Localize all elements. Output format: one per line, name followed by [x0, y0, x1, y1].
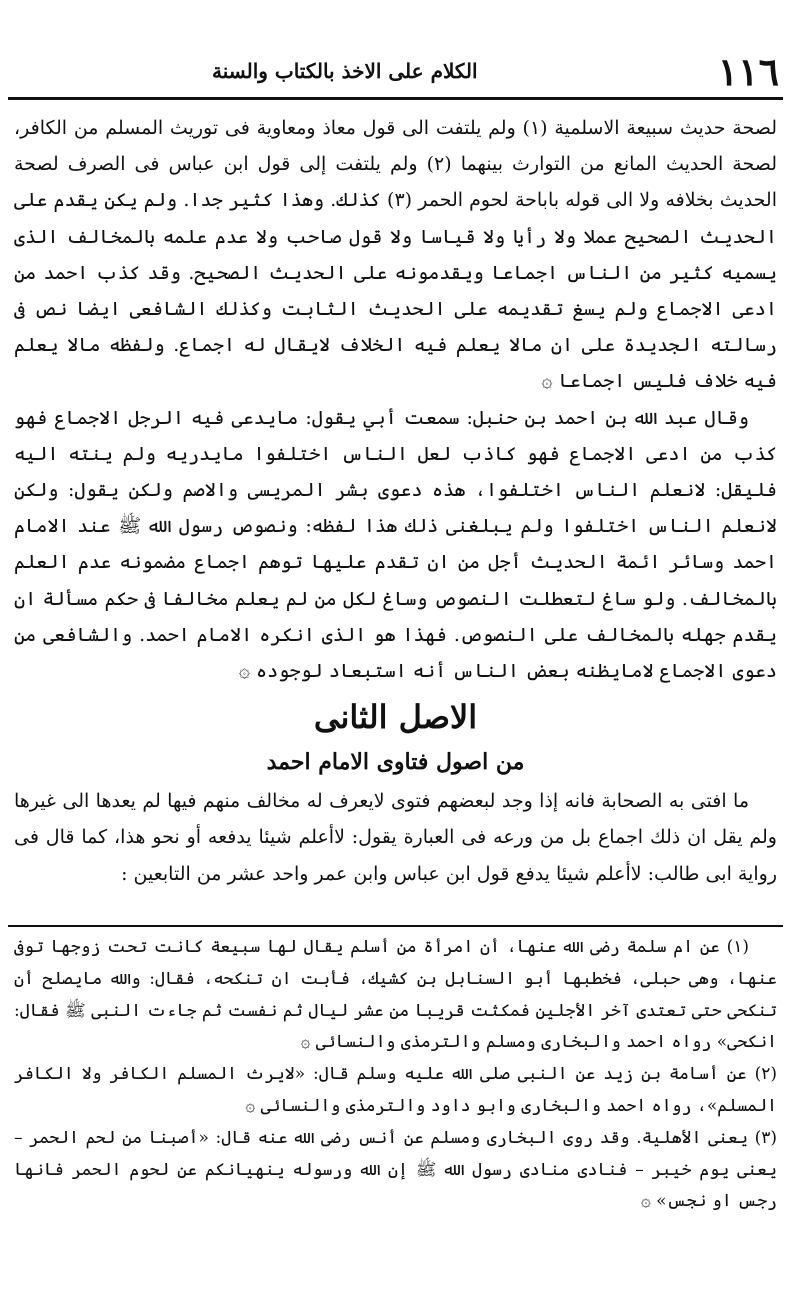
running-title: الكلام على الاخذ بالكتاب والسنة [212, 59, 478, 83]
paragraph-1: لصحة حديث سبيعة الاسلمية (١) ولم يلتفت الى قول معاذ ومعاوية فى توريث المسلم من الكافر، لصحة الحديث المانع من التوارث بينهما (٢) ولم يلتفت إلى قول ابن عباس فى الصرف لصحة الحديث بخلافه ولا الى قوله باباحة لحوم الحمر (٣) كذلك. وهذا كثير جدا. ولم يكن يقدم على الحديث الصحيح عملا ولا رأيا ولا قياسا ولا قول صاحب ولا عدم علمه بالمخالف الذى يسميه كثير من الناس اجماعا ويقدمونه على الحديث الصحيح. وقد كذب احمد من ادعى الاجماع ولم يسغ تقديمه على الحديث الثابت وكذلك الشافعى ايضا نص فى رسالته الجديدة على ان مالا يعلم فيه الخلاف لايقال له اجماع. ولفظه مالا يعلم فيه خلاف فليس اجماعا ۞ [14, 117, 778, 393]
header-rule [8, 97, 783, 100]
section-subtitle: من اصول فتاوى الامام احمد [266, 749, 525, 776]
paragraph-3: ما افتى به الصحابة فانه إذا وجد لبعضهم فتوى لايعرف له مخالف منهم فيها لم يعدها الى غيرها ولم يقل ان ذلك اجماع بل من ورعه فى العبارة يقول: لاأعلم شيئا يدفعه أو نحو هذا، كما قال فى رواية ابى طالب: لاأعلم شيئا يدفع قول ابن عباس وابن عمر واحد عشر من التابعين : [14, 790, 777, 885]
footnote-separator [8, 925, 783, 927]
page-header [12, 48, 779, 94]
footnote-2: (٢) عن أسامة بن زيد عن النبى صلى الله عليه وسلم قال: «لايرث المسلم الكافر ولا الكافر المسلم»، رواه احمد والبخارى وابو داود والترمذى والنسائى ۞ [14, 1064, 777, 1116]
footnote-1: (١) عن ام سلمة رضى الله عنها، أن امرأة من أسلم يقال لها سبيعة كانت تحت زوجها توفى عنها، وهى حبلى، فخطبها أبو السنابل بن كشيك، فأبت ان تنكحه، فقال: والله مايصلح أن تنكحى حتى تعتدى آخر الأجلين فمكثت قريبا من عشر ليال ثم نفست ثم جاءت النبى ﷺ فقال: انكحى» رواه احمد والبخارى ومسلم والترمذى والنسائى ۞ [14, 937, 777, 1053]
footnotes [14, 932, 777, 1218]
page-number: ١١٦ [717, 48, 779, 94]
paragraph-2: وقال عبد الله بن احمد بن حنبل: سمعت أبي يقول: مايدعى فيه الرجل الاجماع فهو كذب من ادعى الاجماع فهو كاذب لعل الناس اختلفوا مايدريه ولم ينته اليه فليقل: لانعلم الناس اختلفوا، هذه دعوى بشر المريسى والاصم ولكن يقول: ولكن لانعلم الناس اختلفوا ولم يبلغنى ذلك هذا لفظه: ونصوص رسول الله ﷺ عند الامام احمد وسائر ائمة الحديث أجل من ان تقدم عليها توهم اجماع مضمونه عدم العلم بالمخالف. ولو ساغ لتعطلت النصوص وساغ لكل من لم يعلم مخالفا فى حكم مسألة ان يقدم جهله بالمخالف على النصوص. فهذا هو الذى انكره الامام احمد. والشافعى من دعوى الاجماع لامايظنه بعض الناس أنه استبعاد لوجوده ۞ [14, 406, 777, 683]
main-text [14, 110, 777, 892]
footnote-3: (٣) يعنى الأهلية. وقد روى البخارى ومسلم عن أنس رضى الله عنه قال: «أصبنا من لحم الحمر – يعنى يوم خيبر – فنادى منادى رسول الله ﷺ إن الله ورسوله ينهيانكم عن لحوم الحمر فانها رجس او نجس» ۞ [14, 1127, 777, 1212]
section-title: الاصل الثانى [313, 698, 478, 737]
